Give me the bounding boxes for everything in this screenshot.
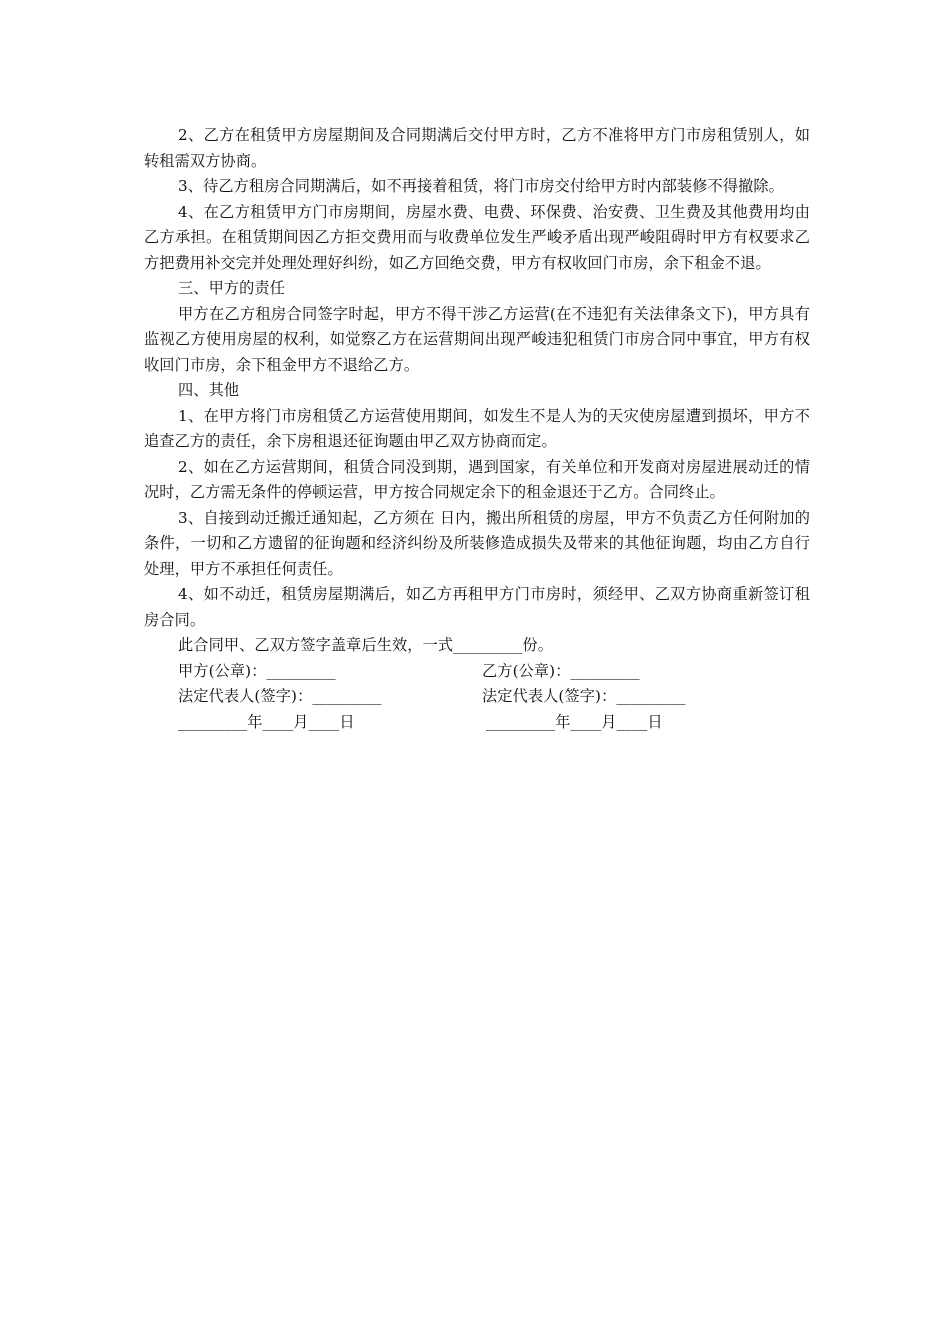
clause-2-3: 3、待乙方租房合同期满后，如不再接着租赁，将门市房交付给甲方时内部装修不得撤除。 bbox=[178, 177, 784, 195]
section-4-heading: 四、其他 bbox=[178, 381, 240, 399]
party-a-date-field: _________年____月____日 bbox=[178, 712, 355, 731]
clause-4-3: 3、自接到动迁搬迁通知起，乙方须在 日内，搬出所租赁的房屋，甲方不负责乙方任何附加的条件，一切和乙方遗留的征询题和经济纠纷及所装修造成损失及带来的其他征询题，均由乙方自行处理，甲方不承担任何责任。 bbox=[144, 508, 810, 578]
clause-2-2: 2、乙方在租赁甲方房屋期间及合同期满后交付甲方时，乙方不准将甲方门市房租赁别人，如转租需双方协商。 bbox=[144, 126, 810, 170]
section-3-heading: 三、甲方的责任 bbox=[178, 279, 286, 297]
clause-4-4: 4、如不动迁，租赁房屋期满后，如乙方再租甲方门市房时，须经甲、乙双方协商重新签订租房合同。 bbox=[144, 585, 810, 629]
seal-row bbox=[144, 659, 810, 685]
party-b-representative-field: 法定代表人(签字)：_________ bbox=[482, 687, 686, 705]
contract-page bbox=[144, 123, 810, 735]
representative-row bbox=[144, 684, 810, 710]
date-row bbox=[144, 710, 810, 736]
closing-statement: 此合同甲、乙双方签字盖章后生效，一式_________份。 bbox=[178, 636, 553, 654]
party-b-date-field: _________年____月____日 bbox=[486, 712, 663, 731]
clause-2-4: 4、在乙方租赁甲方门市房期间，房屋水费、电费、环保费、治安费、卫生费及其他费用均由乙方承担。在租赁期间因乙方拒交费用而与收费单位发生严峻矛盾出现严峻阻碍时甲方有权要求乙方把费用补交完并处理处理好纠纷，如乙方回绝交费，甲方有权收回门市房，余下租金不退。 bbox=[144, 202, 810, 272]
clause-4-1: 1、在甲方将门市房租赁乙方运营使用期间，如发生不是人为的天灾使房屋遭到损坏，甲方不追查乙方的责任，余下房租退还征询题由甲乙双方协商而定。 bbox=[144, 406, 810, 450]
clause-4-2: 2、如在乙方运营期间，租赁合同没到期，遇到国家，有关单位和开发商对房屋进展动迁的情况时，乙方需无条件的停顿运营，甲方按合同规定余下的租金退还于乙方。合同终止。 bbox=[144, 457, 810, 501]
section-3-body: 甲方在乙方租房合同签字时起，甲方不得干涉乙方运营(在不违犯有关法律条文下)，甲方具有监视乙方使用房屋的权利，如觉察乙方在运营期间出现严峻违犯租赁门市房合同中事宜，甲方有权收回门市房，余下租金甲方不退给乙方。 bbox=[144, 304, 810, 374]
party-a-representative-field: 法定代表人(签字)：_________ bbox=[178, 687, 382, 705]
party-a-seal-field: 甲方(公章)：_________ bbox=[178, 661, 336, 680]
party-b-seal-field: 乙方(公章)：_________ bbox=[482, 661, 640, 680]
